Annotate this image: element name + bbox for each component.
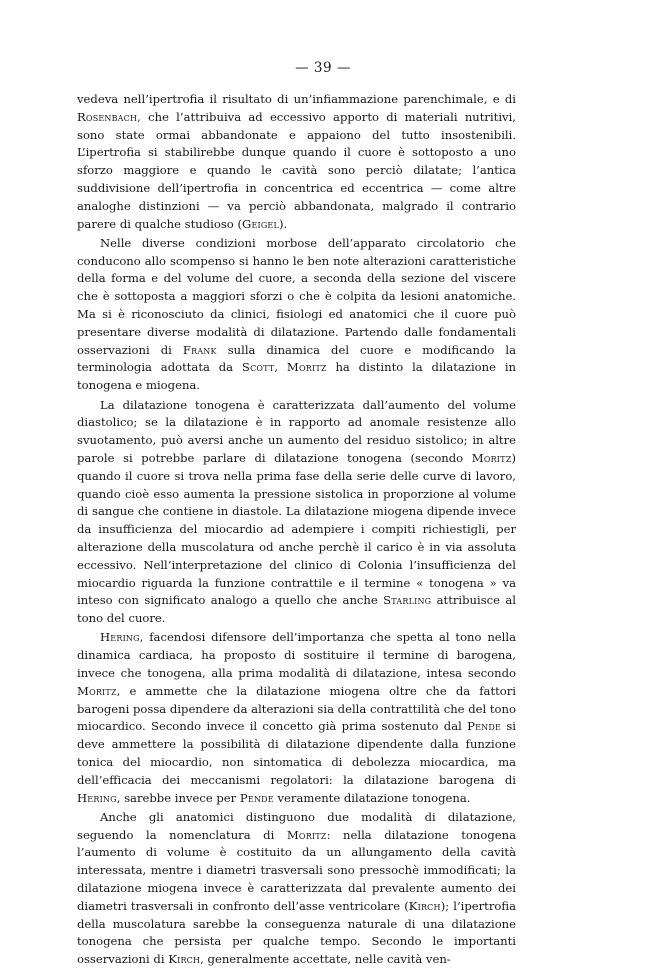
author-name: Moritz <box>77 683 117 698</box>
text-run: ) quando il cuore si trova nella prima fase della serie delle curve di lavoro, quando cioè esso aumenta la pressione sistolica in proporzione al volume di sangue che contiene in diastole. La dilatazione miogena dipende invece da insufficienza del miocardio ad adempiere i compiti richiestigli, per alterazione della muscolatura od anche perchè il carico è in via assoluta eccessivo. Nell’interpretazione del clinico di Colonia l’insufficienza del miocardio riguarda la funzione contrattile e il termine « tonogena » va inteso con significato analogo a quello che anche <box>77 450 516 608</box>
author-name: Scott <box>241 360 275 375</box>
author-name: Pende <box>467 719 502 734</box>
author-name: Rosenbach <box>77 109 138 124</box>
author-name: Kirch <box>408 898 441 913</box>
text-run: si deve ammettere la possibilità di dilatazione dipendente dalla funzione tonica del miocardio, non sintomatica di debolezza miocardica, ma dell’efficacia dei meccanismi regolatori: la dilatazione barogena di <box>77 719 517 787</box>
text-run: sulla dinamica del cuore e modificando la terminologia adottata da <box>77 342 516 375</box>
author-name: Moritz <box>286 827 327 842</box>
author-name: Geigel <box>241 216 279 231</box>
author-name: Moritz <box>286 360 327 375</box>
text-run: , <box>274 360 287 375</box>
text-run: ); l’ipertrofia della muscolatura sarebbe la conseguenza naturale di una dilatazione tonogena che persista per qualche tempo. Secondo le importanti osservazioni di <box>77 898 516 967</box>
text-run: : nella dilatazione tonogena l’aumento di volume è costituito da un allungamento della cavità interessata, mentre i diametri trasversali sono pressochè immodificati; la dilatazione miogena invece è caratterizzata dal prevalente aumento dei diametri trasversali in confronto dell’asse ventricolare ( <box>77 827 516 913</box>
author-name: Kirch <box>168 952 201 967</box>
text-run: , che l’attribuiva ad eccessivo apporto di materiali nutritivi, sono state ormai abbandonate e appaiono del tutto insostenibili. L’ipertrofia si stabilirebbe dunque quando il cuore è sottoposto a uno sforzo maggiore e quando le cavità sono perciò dilatate; l’antica suddivisione dell’ipertrofia in concentrica ed eccentrica — come altre analoghe distinzioni — va perciò abbandonata, malgrado il contrario parere di qualche studioso ( <box>77 109 516 231</box>
text-run: Anche gli anatomici distinguono due modalità di dilatazione, seguendo la nomenclatura di <box>77 809 516 842</box>
author-name: Hering <box>77 790 117 805</box>
paragraph <box>77 235 516 395</box>
text-run: , generalmente accettate, nelle cavità ven- <box>200 952 451 967</box>
text-run: , sarebbe invece per <box>116 790 240 805</box>
text-run: , facendosi difensore dell’importanza che spetta al tono nella dinamica cardiaca, ha proposto di sostituire il termine di barogena, invece che tonogena, alla prima modalità di dilatazione, intesa secondo <box>77 630 516 680</box>
text-run: Nelle diverse condizioni morbose dell’apparato circolatorio che conducono allo scompenso si hanno le ben note alterazioni caratteristiche della forma e del volume del cuore, a seconda della sezione del viscere che è sottoposta a maggiori sforzi o che è colpita da lesioni anatomiche. Ma si è riconosciuto da clinici, fisiologi ed anatomici che il cuore può presentare diverse modalità di dilatazione. Partendo dalle fondamentali osservazioni di <box>77 235 516 357</box>
author-name: Frank <box>182 342 217 357</box>
text-run: La dilatazione tonogena è caratterizzata dall’aumento del volume diastolico; se la dilatazione è in rapporto ad anomale resistenze allo svuotamento, può aversi anche un aumento del residuo sistolico; in altre parole si potrebbe parlare di dilatazione tonogena (secondo <box>77 397 516 465</box>
text-run: veramente dilatazione tonogena. <box>273 790 471 805</box>
paragraph <box>77 91 516 233</box>
page-number: — 39 — <box>295 60 351 76</box>
text-run: ha distinto la dilatazione in tonogena e miogena. <box>77 360 516 393</box>
text-run: vedeva nell’ipertrofia il risultato di un’infiammazione parenchimale, e di <box>77 92 516 106</box>
author-name: Moritz <box>471 450 512 465</box>
author-name: Pende <box>239 790 274 805</box>
paragraph <box>77 629 516 807</box>
author-name: Hering <box>100 630 140 645</box>
author-name: Starling <box>383 593 432 608</box>
paragraph <box>77 809 516 969</box>
text-run: ). <box>279 216 288 231</box>
body-text <box>77 91 516 971</box>
paragraph <box>77 397 516 628</box>
text-run: , e ammette che la dilatazione miogena oltre che da fattori barogeni possa dipendere da alterazioni sia della contrattilità che del tono miocardico. Secondo invece il concetto già prima sostenuto dal <box>77 683 516 734</box>
text-run: attribuisce al tono del cuore. <box>77 593 516 626</box>
